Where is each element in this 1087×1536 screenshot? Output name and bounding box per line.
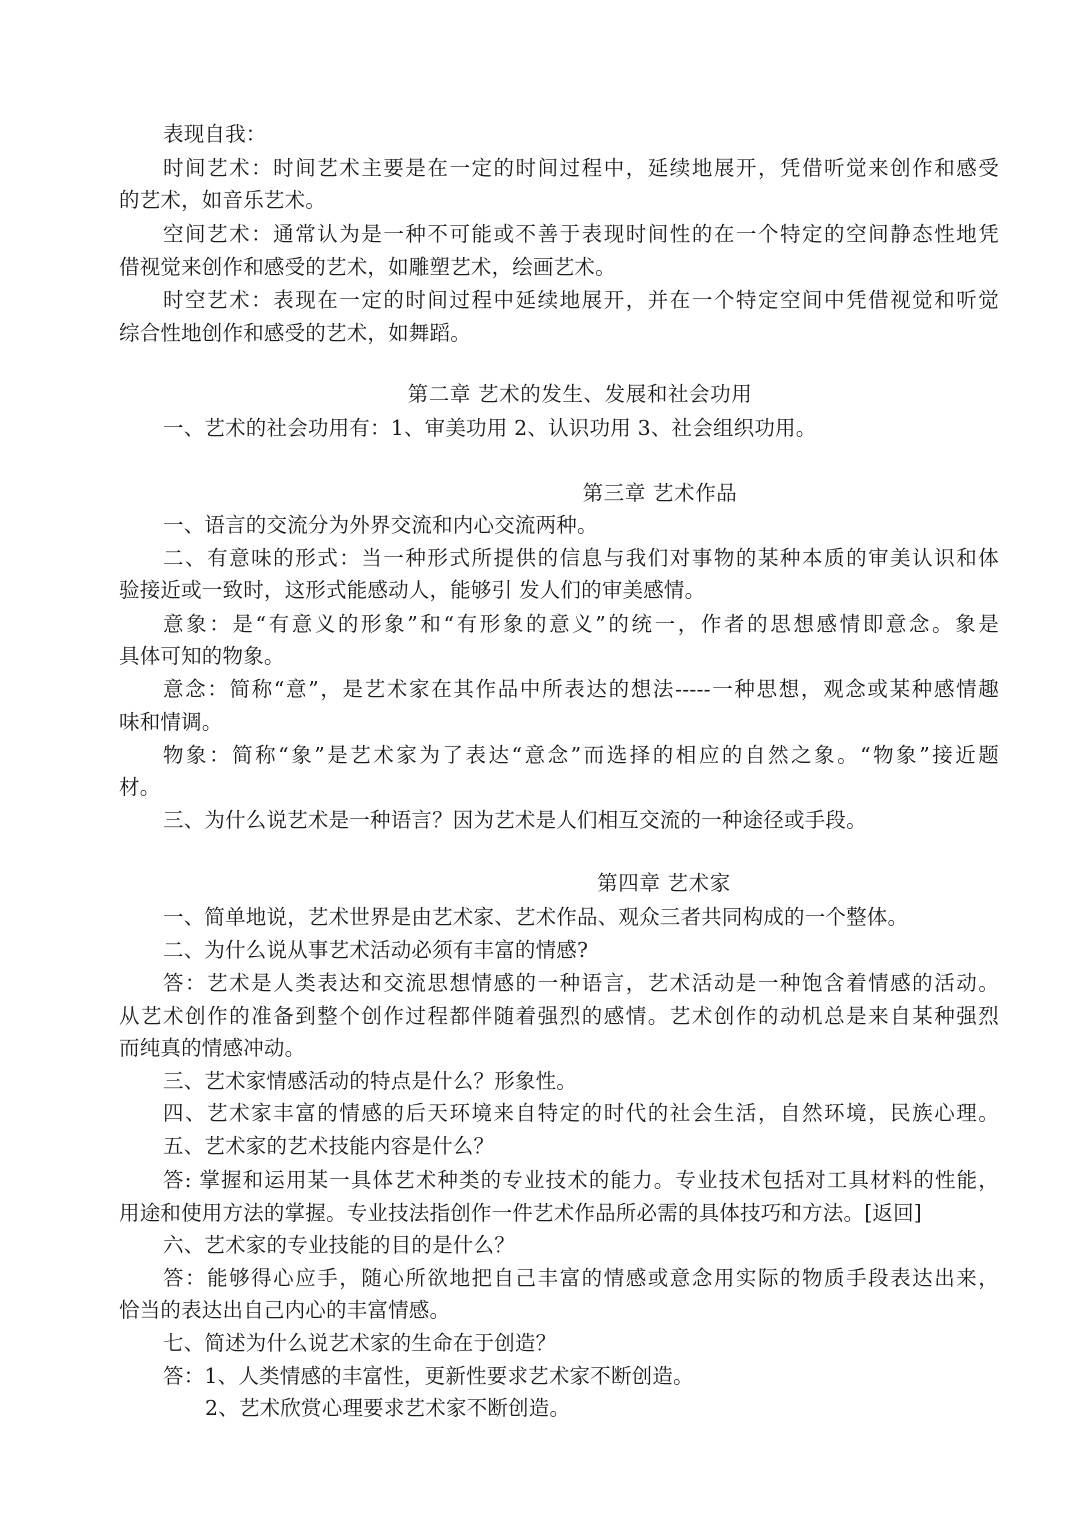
paragraph-line: 从艺术创作的准备到整个创作过程都伴随着强烈的感情。艺术创作的动机总是来自某种强烈: [119, 1004, 999, 1028]
paragraph-line: 二、有意味的形式：当一种形式所提供的信息与我们对事物的某种本质的审美认识和体: [163, 546, 999, 570]
paragraph-line: 一、简单地说，艺术世界是由艺术家、艺术作品、观众三者共同构成的一个整体。: [163, 905, 909, 929]
paragraph-line: 物象：简称“象”是艺术家为了表达“意念”而选择的相应的自然之象。“物象”接近题: [163, 743, 999, 767]
paragraph-line: 四、艺术家丰富的情感的后天环境来自特定的时代的社会生活，自然环境，民族心理。: [163, 1101, 999, 1125]
paragraph-line: 意象：是“有意义的形象”和“有形象的意义”的统一，作者的思想感情即意念。象是: [163, 612, 999, 636]
chapter-heading: 第二章 艺术的发生、发展和社会功用: [407, 382, 753, 406]
chapter-heading: 第四章 艺术家: [597, 871, 731, 895]
paragraph-line: 六、艺术家的专业技能的目的是什么？: [163, 1233, 515, 1257]
paragraph-line: 五、艺术家的艺术技能内容是什么？: [163, 1134, 495, 1158]
paragraph-line: 具体可知的物象。: [119, 644, 285, 668]
paragraph-line: 味和情调。: [119, 710, 223, 734]
paragraph-line: 时空艺术：表现在一定的时间过程中延续地展开，并在一个特定空间中凭借视觉和听觉: [163, 288, 999, 312]
chapter-heading: 第三章 艺术作品: [582, 481, 738, 505]
paragraph-line: 三、艺术家情感活动的特点是什么？形象性。: [163, 1069, 577, 1093]
paragraph-line: 一、艺术的社会功用有：1、审美功用 2、认识功用 3、社会组织功用。: [163, 416, 817, 440]
paragraph-line: 材。: [119, 775, 161, 799]
paragraph-line: 验接近或一致时，这形式能感动人，能够引 发人们的审美感情。: [119, 578, 706, 602]
paragraph-line: 2、艺术欣赏心理要求艺术家不断创造。: [205, 1396, 571, 1420]
paragraph-line: 时间艺术：时间艺术主要是在一定的时间过程中，延续地展开，凭借听觉来创作和感受: [163, 156, 999, 180]
paragraph-line: 答：1、人类情感的丰富性，更新性要求艺术家不断创造。: [163, 1364, 694, 1388]
paragraph-line: 答：艺术是人类表达和交流思想情感的一种语言，艺术活动是一种饱含着情感的活动。: [163, 971, 999, 995]
paragraph-line: 综合性地创作和感受的艺术，如舞蹈。: [119, 321, 471, 345]
paragraph-line: 表现自我：: [163, 122, 267, 146]
paragraph-line: 的艺术，如音乐艺术。: [119, 188, 326, 212]
paragraph-line: 用途和使用方法的掌握。专业技法指创作一件艺术作品所必需的具体技巧和方法。[返回]: [119, 1201, 922, 1225]
paragraph-line: 二、为什么说从事艺术活动必须有丰富的情感?: [163, 938, 589, 962]
paragraph-line: 七、简述为什么说艺术家的生命在于创造？: [163, 1331, 557, 1355]
paragraph-line: 恰当的表达出自己内心的丰富情感。: [119, 1298, 451, 1322]
paragraph-line: 三、为什么说艺术是一种语言？因为艺术是人们相互交流的一种途径或手段。: [163, 808, 867, 832]
paragraph-line: 一、语言的交流分为外界交流和内心交流两种。: [163, 513, 598, 537]
paragraph-line: 空间艺术：通常认为是一种不可能或不善于表现时间性的在一个特定的空间静态性地凭: [163, 222, 999, 246]
paragraph-line: 答: 掌握和运用某一具体艺术种类的专业技术的能力。专业技术包括对工具材料的性能，: [163, 1168, 999, 1192]
paragraph-line: 借视觉来创作和感受的艺术，如雕塑艺术，绘画艺术。: [119, 255, 616, 279]
paragraph-line: 意念：简称“意”，是艺术家在其作品中所表达的想法-----一种思想，观念或某种感情趣: [163, 677, 999, 701]
paragraph-line: 而纯真的情感冲动。: [119, 1036, 306, 1060]
paragraph-line: 答：能够得心应手，随心所欲地把自己丰富的情感或意念用实际的物质手段表达出来，: [163, 1266, 999, 1290]
